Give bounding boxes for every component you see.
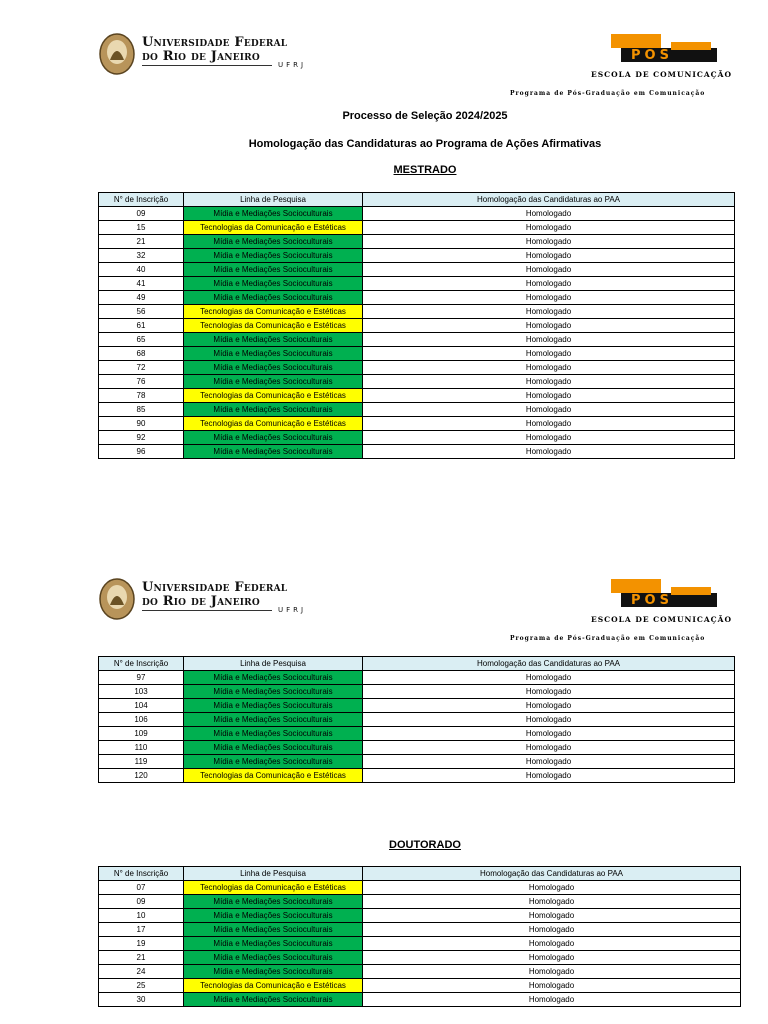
cell-inscricao: 92: [99, 431, 184, 445]
cell-inscricao: 19: [99, 937, 184, 951]
table-row: [99, 965, 741, 979]
table-row: [99, 431, 735, 445]
cell-linha: Mídia e Mediações Socioculturais: [184, 347, 363, 361]
cell-inscricao: 103: [99, 685, 184, 699]
cell-inscricao: 72: [99, 361, 184, 375]
cell-status: Homologado: [363, 319, 735, 333]
cell-inscricao: 32: [99, 249, 184, 263]
cell-inscricao: 49: [99, 291, 184, 305]
doutorado-label: DOUTORADO: [389, 839, 461, 851]
cell-status: Homologado: [363, 235, 735, 249]
cell-status: Homologado: [363, 741, 735, 755]
cell-status: Homologado: [363, 685, 735, 699]
cell-status: Homologado: [363, 305, 735, 319]
eco-pos-logo-icon: [611, 32, 719, 66]
cell-status: Homologado: [363, 207, 735, 221]
cell-inscricao: 97: [99, 671, 184, 685]
table-row: [99, 923, 741, 937]
table-row: [99, 207, 735, 221]
eco-pos-logo-icon: [611, 577, 719, 611]
cell-linha: Tecnologias da Comunicação e Estéticas: [184, 881, 363, 895]
cell-linha: Mídia e Mediações Socioculturais: [184, 951, 363, 965]
cell-status: Homologado: [363, 979, 741, 993]
table-row: [99, 221, 735, 235]
doutorado-table: [98, 866, 741, 1007]
col-header-inscricao: N° de Inscrição: [99, 193, 184, 207]
table-row: [99, 685, 735, 699]
cell-status: Homologado: [363, 881, 741, 895]
cell-status: Homologado: [363, 389, 735, 403]
university-abbr: UFRJ: [278, 61, 307, 69]
table-row: [99, 249, 735, 263]
cell-linha: Mídia e Mediações Socioculturais: [184, 993, 363, 1007]
table-row: [99, 713, 735, 727]
table-row: [99, 403, 735, 417]
cell-status: Homologado: [363, 965, 741, 979]
mestrado-label: MESTRADO: [393, 164, 457, 176]
cell-linha: Mídia e Mediações Socioculturais: [184, 333, 363, 347]
ufrj-logo: [98, 577, 328, 623]
cell-inscricao: 30: [99, 993, 184, 1007]
ufrj-seal-icon: [98, 577, 136, 621]
col-header-inscricao: N° de Inscrição: [99, 657, 184, 671]
cell-linha: Tecnologias da Comunicação e Estéticas: [184, 769, 363, 783]
cell-status: Homologado: [363, 403, 735, 417]
table-row: [99, 727, 735, 741]
cell-inscricao: 68: [99, 347, 184, 361]
table-header-row: [99, 867, 741, 881]
cell-inscricao: 104: [99, 699, 184, 713]
cell-status: Homologado: [363, 347, 735, 361]
table-row: [99, 895, 741, 909]
cell-inscricao: 96: [99, 445, 184, 459]
table-row: [99, 445, 735, 459]
cell-inscricao: 40: [99, 263, 184, 277]
col-header-homologacao: Homologação das Candidaturas ao PAA: [363, 867, 741, 881]
cell-linha: Mídia e Mediações Socioculturais: [184, 361, 363, 375]
school-name: ESCOLA DE COMUNICAÇÃO: [591, 615, 732, 624]
table-row: [99, 347, 735, 361]
cell-linha: Mídia e Mediações Socioculturais: [184, 235, 363, 249]
university-name: Universidade Federal do Rio de Janeiro: [142, 580, 288, 609]
col-header-inscricao: N° de Inscrição: [99, 867, 184, 881]
table-row: [99, 277, 735, 291]
cell-status: Homologado: [363, 277, 735, 291]
cell-linha: Mídia e Mediações Socioculturais: [184, 431, 363, 445]
cell-linha: Tecnologias da Comunicação e Estéticas: [184, 979, 363, 993]
table-row: [99, 671, 735, 685]
cell-linha: Mídia e Mediações Socioculturais: [184, 403, 363, 417]
cell-status: Homologado: [363, 417, 735, 431]
cell-linha: Mídia e Mediações Socioculturais: [184, 291, 363, 305]
cell-inscricao: 56: [99, 305, 184, 319]
table-row: [99, 305, 735, 319]
table-header-row: [99, 657, 735, 671]
cell-inscricao: 78: [99, 389, 184, 403]
cell-status: Homologado: [363, 361, 735, 375]
cell-inscricao: 25: [99, 979, 184, 993]
table-row: [99, 333, 735, 347]
program-name: Programa de Pós-Graduação em Comunicação: [510, 635, 706, 642]
school-name: ESCOLA DE COMUNICAÇÃO: [591, 70, 732, 79]
table-row: [99, 235, 735, 249]
process-title: Processo de Seleção 2024/2025: [342, 110, 508, 122]
cell-status: Homologado: [363, 263, 735, 277]
cell-status: Homologado: [363, 445, 735, 459]
cell-linha: Mídia e Mediações Socioculturais: [184, 755, 363, 769]
cell-inscricao: 21: [99, 235, 184, 249]
cell-linha: Mídia e Mediações Socioculturais: [184, 909, 363, 923]
cell-linha: Mídia e Mediações Socioculturais: [184, 923, 363, 937]
cell-status: Homologado: [363, 755, 735, 769]
cell-linha: Mídia e Mediações Socioculturais: [184, 375, 363, 389]
cell-inscricao: 90: [99, 417, 184, 431]
col-header-homologacao: Homologação das Candidaturas ao PAA: [363, 193, 735, 207]
cell-status: Homologado: [363, 713, 735, 727]
table-row: [99, 291, 735, 305]
cell-linha: Mídia e Mediações Socioculturais: [184, 727, 363, 741]
cell-linha: Mídia e Mediações Socioculturais: [184, 699, 363, 713]
cell-inscricao: 85: [99, 403, 184, 417]
cell-inscricao: 07: [99, 881, 184, 895]
col-header-linha: Linha de Pesquisa: [184, 657, 363, 671]
cell-status: Homologado: [363, 909, 741, 923]
cell-linha: Tecnologias da Comunicação e Estéticas: [184, 319, 363, 333]
table-row: [99, 375, 735, 389]
page-header-2: [0, 577, 768, 657]
cell-status: Homologado: [363, 937, 741, 951]
cell-linha: Tecnologias da Comunicação e Estéticas: [184, 417, 363, 431]
svg-text:PÓS: PÓS: [631, 48, 673, 63]
cell-linha: Mídia e Mediações Socioculturais: [184, 965, 363, 979]
cell-inscricao: 109: [99, 727, 184, 741]
table-row: [99, 263, 735, 277]
cell-status: Homologado: [363, 249, 735, 263]
cell-inscricao: 41: [99, 277, 184, 291]
table-row: [99, 881, 741, 895]
cell-inscricao: 119: [99, 755, 184, 769]
table-row: [99, 755, 735, 769]
cell-linha: Tecnologias da Comunicação e Estéticas: [184, 305, 363, 319]
cell-inscricao: 09: [99, 895, 184, 909]
cell-status: Homologado: [363, 333, 735, 347]
table-row: [99, 979, 741, 993]
svg-text:PÓS: PÓS: [631, 593, 673, 608]
cell-inscricao: 17: [99, 923, 184, 937]
cell-status: Homologado: [363, 895, 741, 909]
table-row: [99, 769, 735, 783]
cell-status: Homologado: [363, 671, 735, 685]
cell-inscricao: 106: [99, 713, 184, 727]
university-abbr: UFRJ: [278, 606, 307, 614]
table-row: [99, 319, 735, 333]
cell-status: Homologado: [363, 431, 735, 445]
cell-linha: Mídia e Mediações Socioculturais: [184, 671, 363, 685]
col-header-homologacao: Homologação das Candidaturas ao PAA: [363, 657, 735, 671]
cell-status: Homologado: [363, 923, 741, 937]
page-header-1: [0, 32, 768, 112]
cell-linha: Mídia e Mediações Socioculturais: [184, 207, 363, 221]
program-name: Programa de Pós-Graduação em Comunicação: [510, 90, 706, 97]
table-row: [99, 361, 735, 375]
table-row: [99, 389, 735, 403]
cell-status: Homologado: [363, 727, 735, 741]
cell-status: Homologado: [363, 375, 735, 389]
cell-inscricao: 24: [99, 965, 184, 979]
page-subtitle: Homologação das Candidaturas ao Programa de Ações Afirmativas: [248, 138, 602, 150]
cell-linha: Tecnologias da Comunicação e Estéticas: [184, 221, 363, 235]
university-name: Universidade Federal do Rio de Janeiro: [142, 35, 288, 64]
cell-inscricao: 65: [99, 333, 184, 347]
cell-linha: Mídia e Mediações Socioculturais: [184, 277, 363, 291]
cell-linha: Mídia e Mediações Socioculturais: [184, 685, 363, 699]
cell-inscricao: 15: [99, 221, 184, 235]
cell-linha: Mídia e Mediações Socioculturais: [184, 741, 363, 755]
cell-linha: Mídia e Mediações Socioculturais: [184, 445, 363, 459]
cell-status: Homologado: [363, 291, 735, 305]
cell-status: Homologado: [363, 951, 741, 965]
cell-linha: Mídia e Mediações Socioculturais: [184, 713, 363, 727]
cell-linha: Mídia e Mediações Socioculturais: [184, 249, 363, 263]
col-header-linha: Linha de Pesquisa: [184, 193, 363, 207]
table-row: [99, 993, 741, 1007]
cell-inscricao: 21: [99, 951, 184, 965]
cell-inscricao: 76: [99, 375, 184, 389]
table-row: [99, 417, 735, 431]
cell-status: Homologado: [363, 993, 741, 1007]
table-row: [99, 909, 741, 923]
table-header-row: [99, 193, 735, 207]
table-row: [99, 741, 735, 755]
cell-linha: Mídia e Mediações Socioculturais: [184, 937, 363, 951]
cell-inscricao: 09: [99, 207, 184, 221]
col-header-linha: Linha de Pesquisa: [184, 867, 363, 881]
cell-linha: Mídia e Mediações Socioculturais: [184, 263, 363, 277]
cell-inscricao: 10: [99, 909, 184, 923]
cell-inscricao: 120: [99, 769, 184, 783]
table-row: [99, 951, 741, 965]
ufrj-seal-icon: [98, 32, 136, 76]
cell-linha: Mídia e Mediações Socioculturais: [184, 895, 363, 909]
table-row: [99, 699, 735, 713]
mestrado-table-2: [98, 656, 735, 783]
cell-status: Homologado: [363, 699, 735, 713]
cell-linha: Tecnologias da Comunicação e Estéticas: [184, 389, 363, 403]
cell-status: Homologado: [363, 221, 735, 235]
cell-inscricao: 61: [99, 319, 184, 333]
divider: [142, 610, 272, 611]
ufrj-logo: [98, 32, 328, 78]
divider: [142, 65, 272, 66]
cell-status: Homologado: [363, 769, 735, 783]
mestrado-table-1: [98, 192, 735, 459]
cell-inscricao: 110: [99, 741, 184, 755]
table-row: [99, 937, 741, 951]
